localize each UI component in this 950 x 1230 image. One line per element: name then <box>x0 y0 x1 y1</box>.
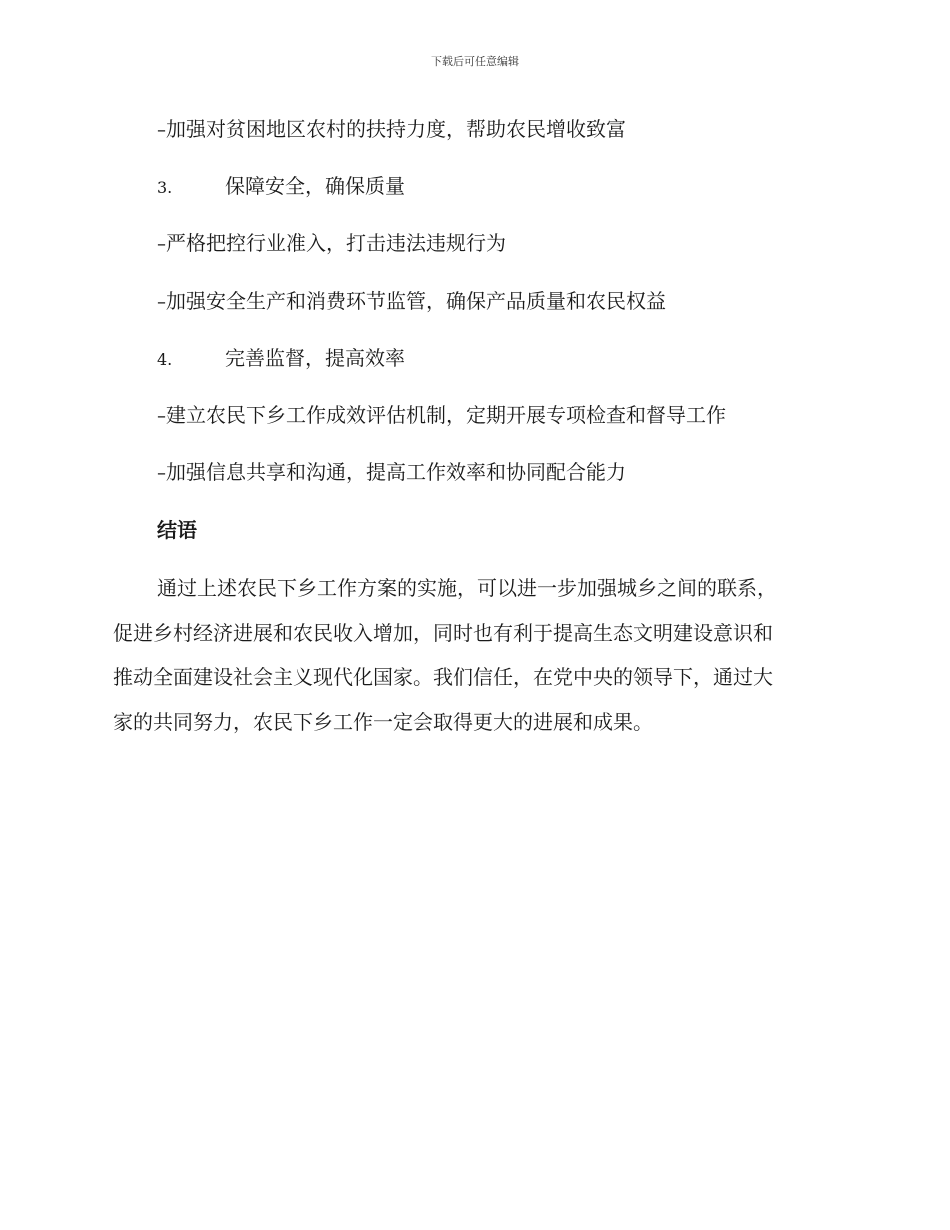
bullet-text: 加强安全生产和消费环节监管，确保产品质量和农民权益 <box>166 289 666 313</box>
dash-marker: – <box>157 292 166 313</box>
item-number: 4. <box>157 350 173 369</box>
dash-marker: – <box>157 234 166 255</box>
numbered-text: 保障安全，确保质量 <box>225 174 405 198</box>
bullet-text: 建立农民下乡工作成效评估机制，定期开展专项检查和督导工作 <box>166 403 726 427</box>
bullet-item <box>157 457 626 489</box>
paragraph-line: 推动全面建设社会主义现代化国家。我们信任，在党中央的领导下，通过大 <box>113 665 773 689</box>
bullet-item <box>157 228 506 260</box>
numbered-text: 完善监督，提高效率 <box>225 346 405 370</box>
paragraph-line: 通过上述农民下乡工作方案的实施，可以进一步加强城乡之间的联系， <box>157 576 777 600</box>
numbered-item <box>157 171 405 203</box>
bullet-item <box>157 400 726 432</box>
numbered-item <box>157 343 405 375</box>
bullet-text: 加强对贫困地区农村的扶持力度，帮助农民增收致富 <box>166 117 626 141</box>
paragraph-line: 促进乡村经济进展和农民收入增加，同时也有利于提高生态文明建设意识和 <box>113 621 773 645</box>
dash-marker: – <box>157 120 166 141</box>
bullet-item <box>157 286 666 318</box>
conclusion-heading: 结语 <box>157 518 197 542</box>
bullet-item <box>157 114 626 146</box>
paragraph-line: 家的共同努力，农民下乡工作一定会取得更大的进展和成果。 <box>113 710 653 734</box>
page-header: 下载后可任意编辑 <box>431 55 519 68</box>
bullet-text: 加强信息共享和沟通，提高工作效率和协同配合能力 <box>166 460 626 484</box>
bullet-text: 严格把控行业准入，打击违法违规行为 <box>166 231 506 255</box>
item-number: 3. <box>157 178 173 197</box>
dash-marker: – <box>157 463 166 484</box>
dash-marker: – <box>157 406 166 427</box>
